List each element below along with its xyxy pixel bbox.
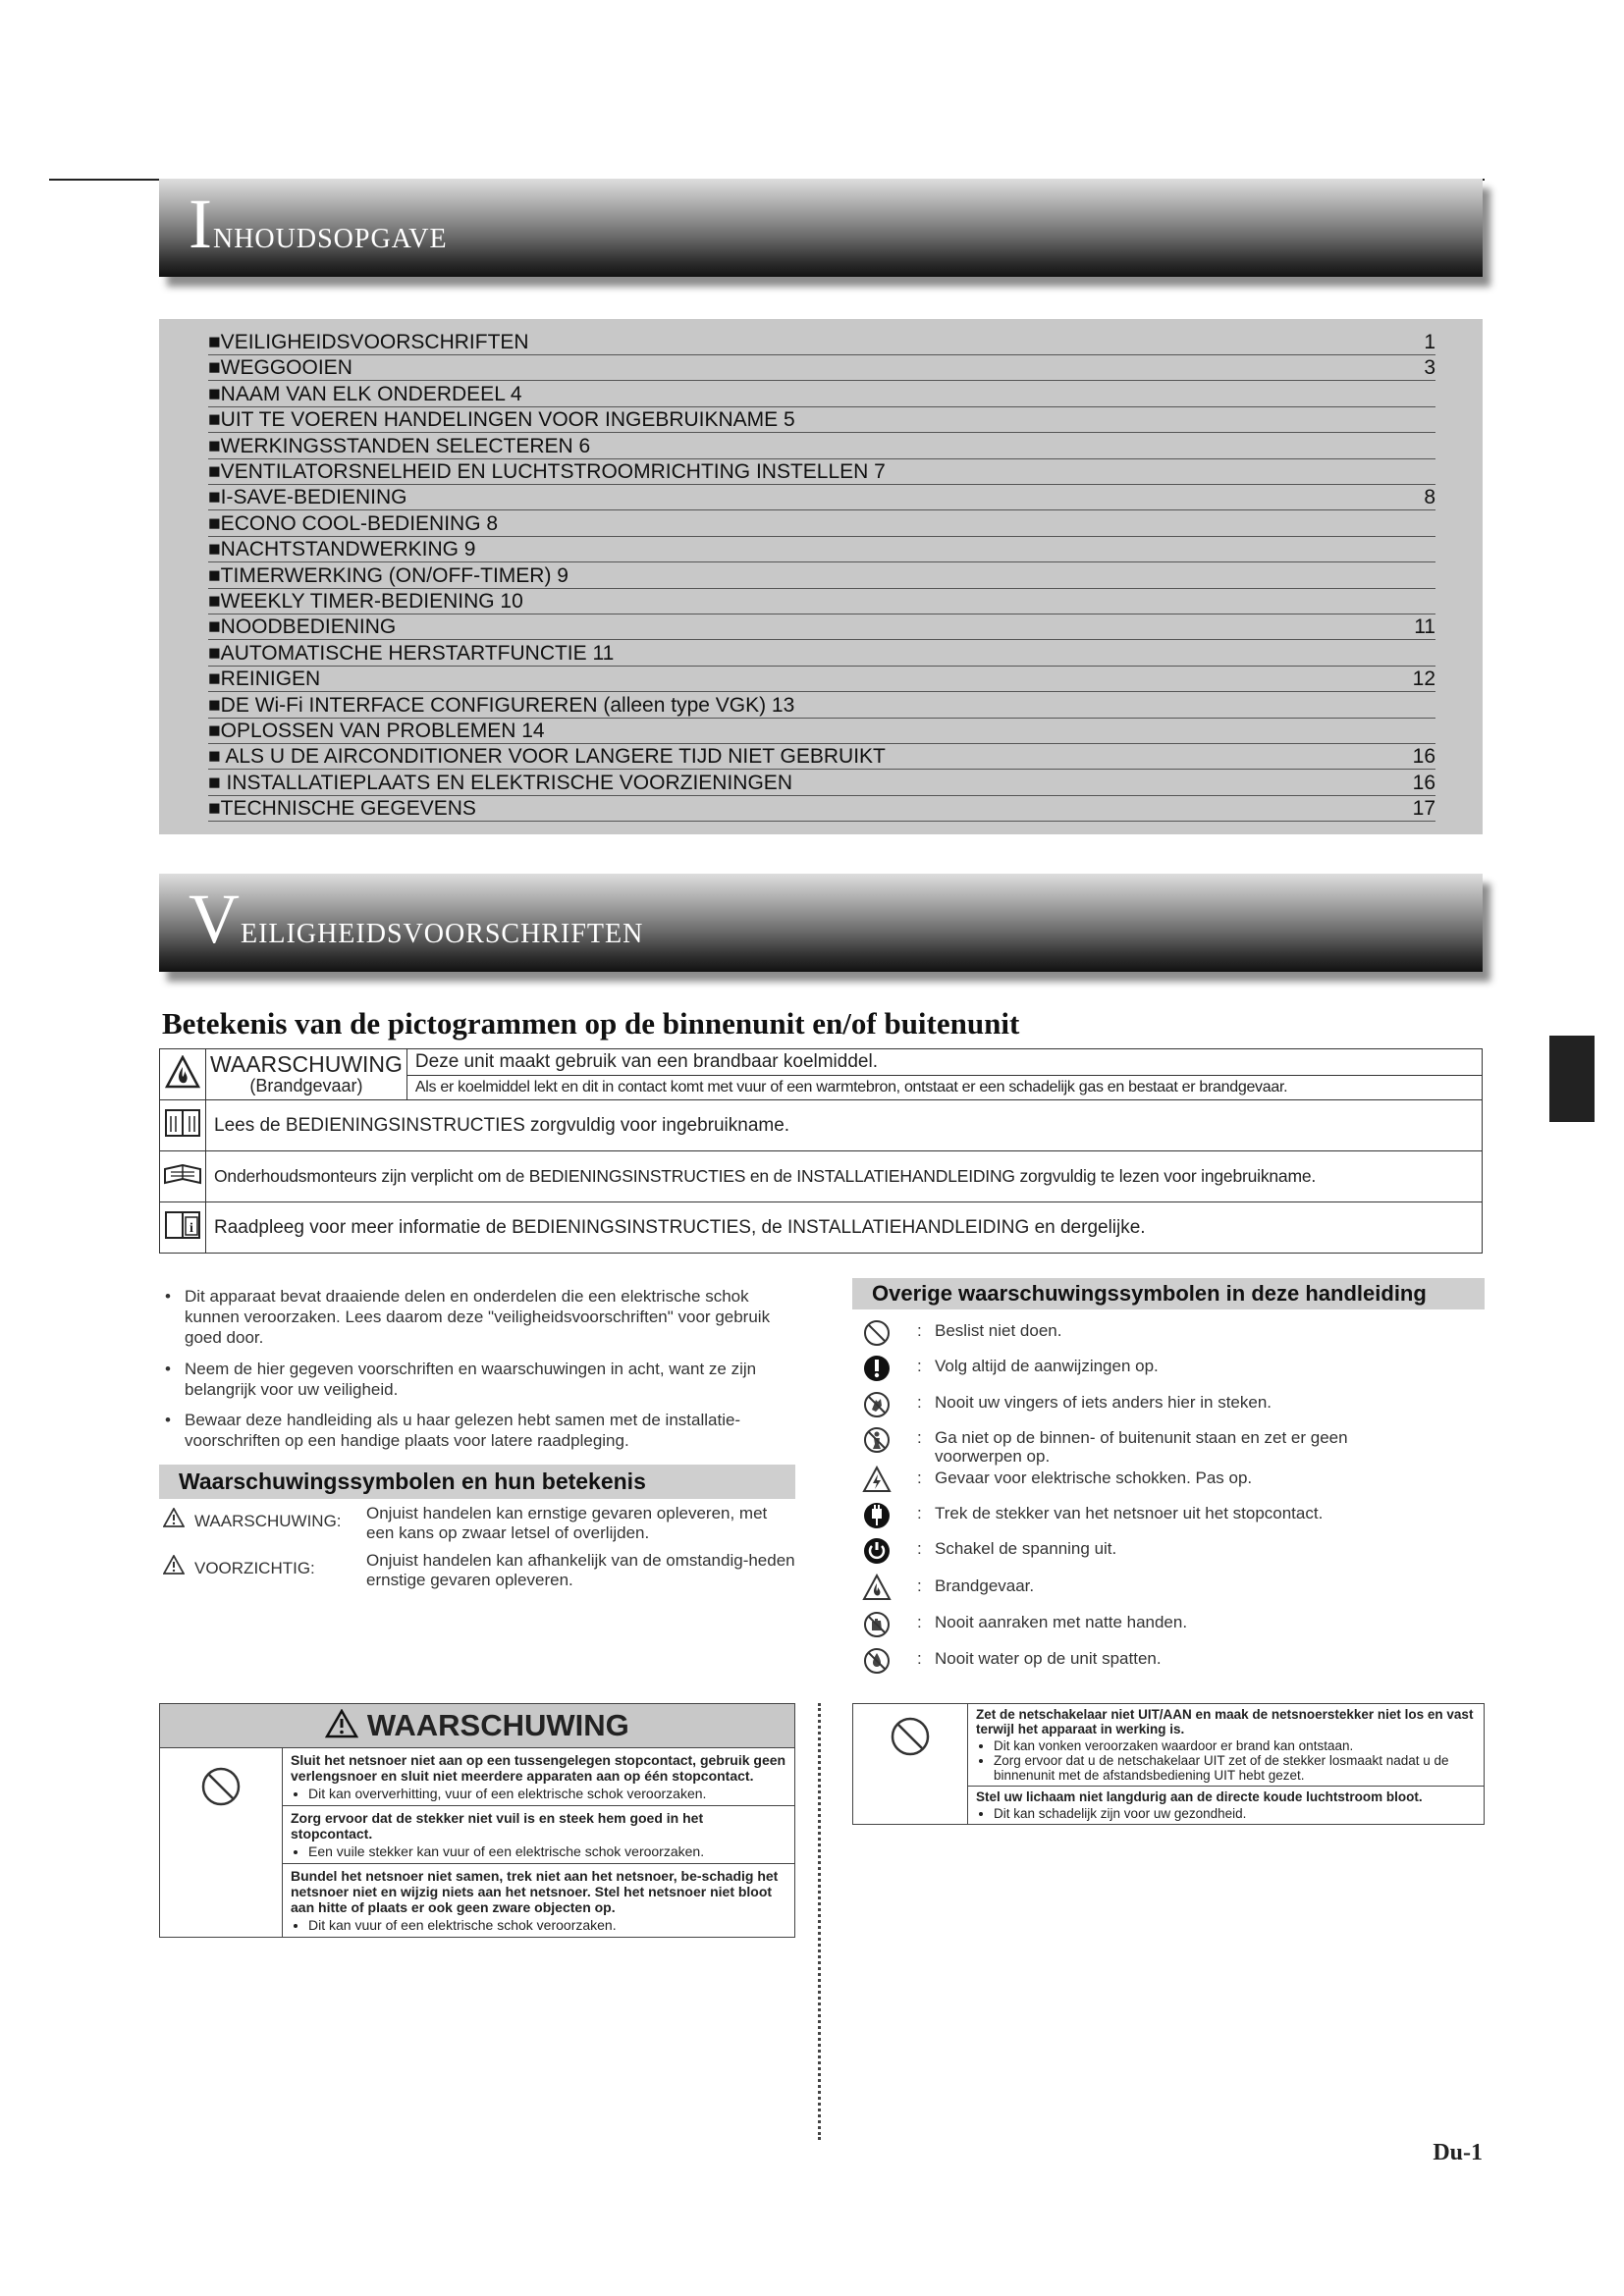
symbol-colon: : [917, 1393, 922, 1412]
warning-box-header [160, 1704, 795, 1748]
manual-icon [160, 1100, 206, 1151]
toc-entry-label: ■WERKINGSSTANDEN SELECTEREN 6 [208, 434, 591, 457]
toc-entry-page: 8 [1424, 486, 1435, 509]
toc-entry-label: ■ INSTALLATIEPLAATS EN ELEKTRISCHE VOORZIENINGEN [208, 771, 792, 794]
other-symbol-text: Beslist niet doen. [935, 1321, 1062, 1340]
toc-entry[interactable] [208, 355, 1435, 381]
symbol-colon: : [917, 1576, 922, 1595]
toc-entry[interactable] [208, 614, 1435, 640]
toc-entry-label: ■ ALS U DE AIRCONDITIONER VOOR LANGERE TIJD NIET GEBRUIKT [208, 745, 886, 769]
fire-warning-icon [160, 1049, 206, 1100]
toc-list [159, 319, 1483, 834]
symbol-colon: : [917, 1428, 922, 1447]
toc-entry[interactable] [208, 459, 1435, 485]
warning-item-3: Bundel het netsnoer niet samen, trek niet aan het netsnoer, be-schadig het netsnoer niet en wijzig niets aan het netsnoer. Stel het netsnoer niet bloot aan hitte of plaats er ook geen zware objecten op. • Dit kan vuur of een elektrische schok veroorzaken. [283, 1864, 795, 1938]
toc-entry[interactable] [208, 434, 1435, 459]
warning-box-2 [852, 1703, 1485, 1825]
caution-triangle-icon [163, 1555, 185, 1579]
toc-entry-page: 17 [1412, 797, 1435, 821]
symbol-colon: : [917, 1613, 922, 1631]
toc-entry[interactable] [208, 771, 1435, 796]
page-number: Du-1 [1433, 2140, 1483, 2165]
other-symbol-text: Volg altijd de aanwijzingen op. [935, 1357, 1159, 1375]
power-off-icon [862, 1536, 893, 1568]
toc-entry[interactable] [208, 641, 1435, 667]
toc-entry-label: ■VENTILATORSNELHEID EN LUCHTSTROOMRICHTING INSTELLEN 7 [208, 460, 886, 483]
toc-banner [159, 179, 1483, 277]
toc-entry[interactable] [208, 667, 1435, 692]
pictogram-table [159, 1048, 1483, 1254]
toc-entry-page: 11 [1414, 615, 1435, 639]
symbol-colon: : [917, 1539, 922, 1558]
toc-entry-label: ■TIMERWERKING (ON/OFF-TIMER) 9 [208, 563, 568, 587]
no-water-icon [862, 1646, 893, 1678]
toc-entry-label: ■OPLOSSEN VAN PROBLEMEN 14 [208, 720, 545, 742]
prohibited-icon [862, 1318, 893, 1350]
warning-box-title: WAARSCHUWING [366, 1708, 629, 1742]
column-divider [818, 1703, 821, 2140]
toc-entry-page: 16 [1412, 771, 1435, 794]
bullet-2: • Neem de hier gegeven voorschriften en waarschuwingen in acht, want ze zijn belangrijk voor uw veiligheid. [165, 1360, 757, 1399]
warning-label-cell [206, 1049, 407, 1100]
bullet-3: • Bewaar deze handleiding als u haar gelezen hebt samen met de installatie-voorschriften op een handige plaats voor latere raadpleging. [165, 1411, 741, 1450]
electric-shock-icon [862, 1466, 893, 1497]
toc-entry[interactable] [208, 796, 1435, 822]
toc-entry-label: ■NOODBEDIENING [208, 615, 397, 639]
symbol-text-caution: Onjuist handelen kan afhankelijk van de omstandig-heden ernstige gevaren opleveren. [366, 1551, 795, 1589]
toc-entry[interactable] [208, 693, 1435, 719]
warning-sub: (Brandgevaar) [249, 1075, 363, 1095]
other-symbol-text: Nooit uw vingers of iets anders hier in steken. [935, 1393, 1272, 1412]
toc-entry-label: ■AUTOMATISCHE HERSTARTFUNCTIE 11 [208, 641, 615, 665]
toc-entry[interactable] [208, 511, 1435, 537]
service-manual-icon [160, 1151, 206, 1202]
pictogram-heading: Betekenis van de pictogrammen op de binnenunit en/of buitenunit [162, 1006, 1020, 1041]
warning-line1: Deze unit maakt gebruik van een brandbaar koelmiddel. [407, 1049, 1482, 1076]
toc-entry-label: ■NACHTSTANDWERKING 9 [208, 538, 476, 561]
toc-entry-label: ■DE Wi-Fi INTERFACE CONFIGUREREN (alleen type VGK) 13 [208, 693, 795, 717]
warning-text-cell [406, 1049, 1482, 1100]
toc-entry-label: ■REINIGEN [208, 667, 321, 691]
info-manual-icon [160, 1202, 206, 1254]
toc-entry[interactable] [208, 485, 1435, 510]
toc-entry-label: ■WEEKLY TIMER-BEDIENING 10 [208, 590, 523, 613]
toc-entry-label: ■TECHNISCHE GEGEVENS [208, 797, 476, 821]
toc-entry-page: 16 [1412, 745, 1435, 769]
warning-triangle-icon [163, 1508, 185, 1532]
no-fingers-icon [862, 1390, 893, 1421]
safety-banner [159, 874, 1483, 972]
symbols-heading: Waarschuwingssymbolen en hun betekenis [159, 1465, 795, 1499]
bullet-1: • Dit apparaat bevat draaiende delen en onderdelen die een elektrische schok kunnen veroorzaken. Lees daarom deze "veiligheidsvoorschriften" voor gebruik goed door. [165, 1287, 771, 1347]
safety-title: Veiligheidsvoorschriften [189, 880, 644, 958]
warning2-item-1: Zet de netschakelaar niet UIT/AAN en maak de netsnoerstekker niet los en vast terwijl het apparaat in werking is. • Dit kan vonken veroorzaken waardoor er brand kan ontstaan. • Zorg ervoor dat u de netschakelaar UIT zet of de stekker losmaakt nadat u de binnenunit met de afstandsbediening UIT hebt gezet. [968, 1704, 1485, 1787]
pict-row-3: Onderhoudsmonteurs zijn verplicht om de BEDIENINGSINSTRUCTIES en de INSTALLATIEHANDLEIDING zorgvuldig te lezen voor ingebruikname. [206, 1151, 1483, 1202]
toc-entry-page: 12 [1412, 667, 1435, 691]
warning-item-1: Sluit het netsnoer niet aan op een tussengelegen stopcontact, gebruik geen verlengsnoer en sluit niet meerdere apparaten aan op één stopcontact. • Dit kan oververhitting, vuur of een elektrische schok veroorzaken. [283, 1748, 795, 1806]
toc-entry-label: ■VEILIGHEIDSVOORSCHRIFTEN [208, 331, 529, 353]
other-symbol-text: Nooit water op de unit spatten. [935, 1649, 1162, 1668]
prohibited-icon [160, 1748, 283, 1938]
toc-entry-page: 3 [1424, 356, 1435, 380]
warning-item-2: Zorg ervoor dat de stekker niet vuil is en steek hem goed in het stopcontact. • Een vuile stekker kan vuur of een elektrische schok veroorzaken. [283, 1806, 795, 1864]
other-symbol-text: Schakel de spanning uit. [935, 1539, 1117, 1558]
toc-entry-label: ■NAAM VAN ELK ONDERDEEL 4 [208, 382, 522, 405]
symbol-text-warning: Onjuist handelen kan ernstige gevaren opleveren, met een kans op zwaar letsel of overlijden. [366, 1504, 768, 1542]
prohibited-icon-2 [853, 1704, 968, 1825]
toc-title: Inhoudsopgave [189, 185, 448, 263]
toc-entry[interactable] [208, 537, 1435, 562]
pict-row-4: Raadpleeg voor meer informatie de BEDIENINGSINSTRUCTIES, de INSTALLATIEHANDLEIDING en dergelijke. [206, 1202, 1483, 1254]
toc-entry-label: ■WEGGOOIEN [208, 356, 352, 380]
symbol-colon: : [917, 1357, 922, 1375]
toc-entry[interactable] [208, 744, 1435, 770]
warning-box [159, 1703, 795, 1938]
symbol-colon: : [917, 1649, 922, 1668]
no-wet-hands-icon [862, 1610, 893, 1641]
toc-entry[interactable] [208, 407, 1435, 433]
other-symbol-text: Trek de stekker van het netsnoer uit het stopcontact. [935, 1504, 1324, 1522]
warning-line2: Als er koelmiddel lekt en dit in contact komt met vuur of een warmtebron, ontstaat er een schadelijk gas en bestaat er brandgevaar. [414, 1079, 1288, 1095]
toc-entry[interactable] [208, 589, 1435, 614]
toc-entry-label: ■ECONO COOL-BEDIENING 8 [208, 511, 499, 535]
symbol-label-caution: VOORZICHTIG: [194, 1559, 315, 1577]
svg-text:i: i [189, 1220, 193, 1236]
pict-row-2: Lees de BEDIENINGSINSTRUCTIES zorgvuldig voor ingebruikname. [206, 1100, 1483, 1151]
unplug-icon [862, 1501, 893, 1532]
other-symbols-heading: Overige waarschuwingssymbolen in deze handleiding [852, 1278, 1485, 1309]
toc-entry[interactable] [208, 330, 1435, 355]
page-tab-marker [1549, 1036, 1595, 1122]
mandatory-icon [862, 1354, 893, 1385]
toc-entry[interactable] [208, 719, 1435, 744]
no-standing-icon [862, 1425, 893, 1457]
fire-hazard-icon [862, 1574, 893, 1605]
symbol-colon: : [917, 1504, 922, 1522]
symbol-colon: : [917, 1468, 922, 1487]
warning-label: WAARSCHUWING [210, 1050, 403, 1077]
warning2-item-2: Stel uw lichaam niet langdurig aan de directe koude luchtstroom bloot. • Dit kan schadelijk zijn voor uw gezondheid. [968, 1787, 1485, 1825]
toc-entry[interactable] [208, 382, 1435, 407]
toc-entry-label: ■UIT TE VOEREN HANDELINGEN VOOR INGEBRUIKNAME 5 [208, 408, 795, 432]
toc-entry-page: 1 [1424, 331, 1435, 353]
toc-entry-label: ■I-SAVE-BEDIENING [208, 486, 407, 509]
other-symbol-text: Brandgevaar. [935, 1576, 1035, 1595]
symbols-list [163, 1504, 801, 1596]
symbol-colon: : [917, 1321, 922, 1340]
symbol-label-warning: WAARSCHUWING: [194, 1512, 342, 1530]
other-symbol-text: Gevaar voor elektrische schokken. Pas op. [935, 1468, 1253, 1487]
toc-entry[interactable] [208, 563, 1435, 589]
other-symbol-text: Ga niet op de binnen- of buitenunit staan en zet er geen voorwerpen op. [935, 1428, 1348, 1466]
other-symbol-text: Nooit aanraken met natte handen. [935, 1613, 1188, 1631]
